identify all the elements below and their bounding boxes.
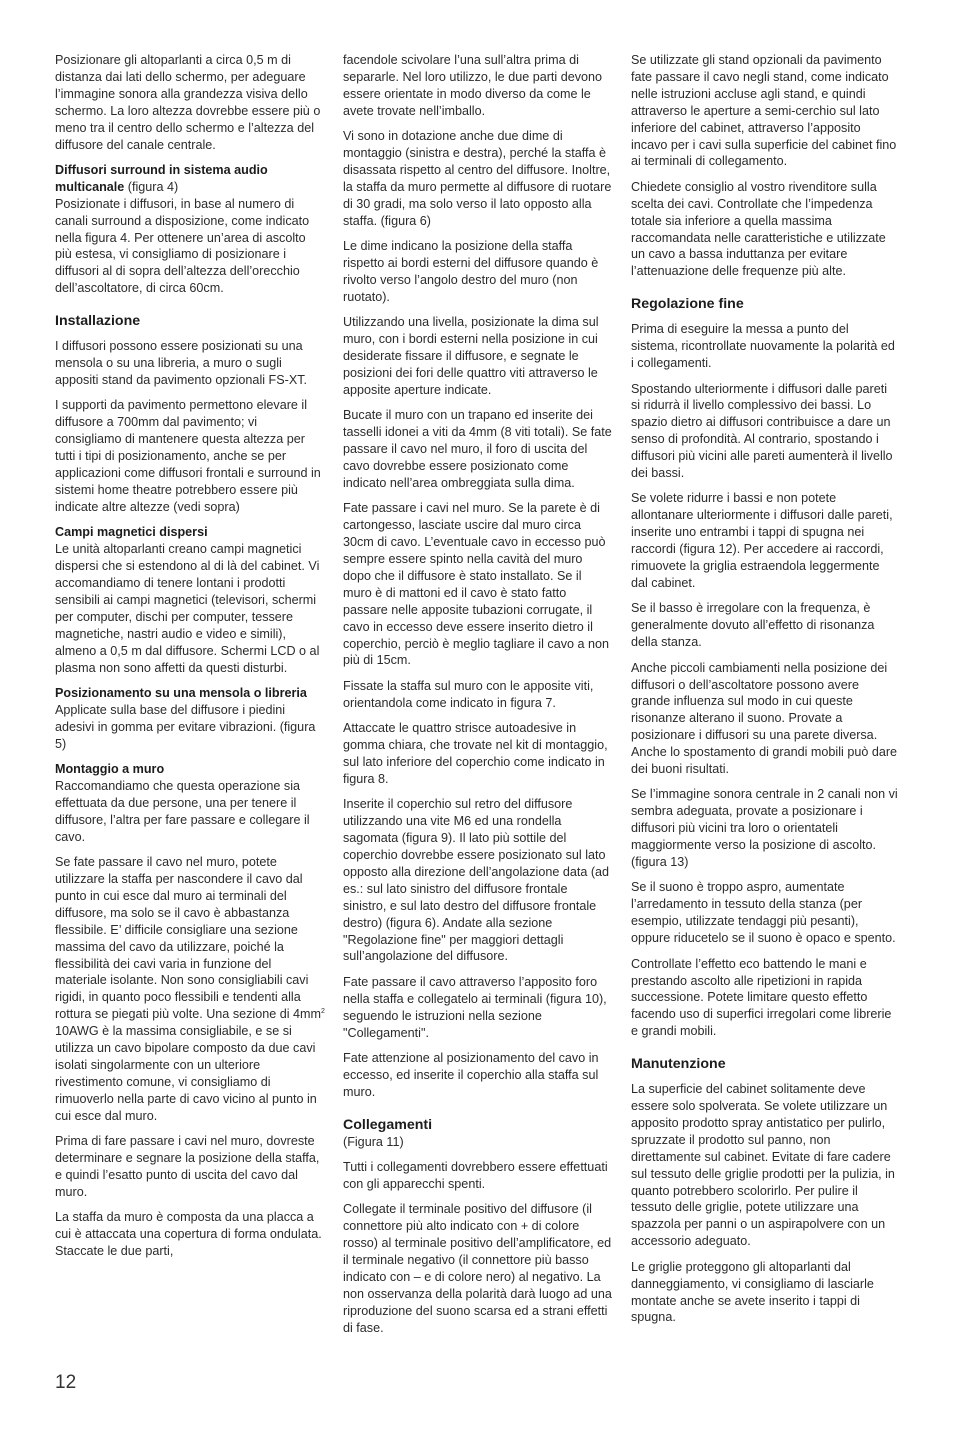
paragraph: Anche piccoli cambiamenti nella posizione dei diffusori o dell’ascoltatore possono avere grande influenza sul modo in cui queste risonanze alterano il suono. Provate a posizionare i diffusori su una parete diversa. Anche lo spostamento di grandi mobili può dare dei buoni risultati.: [631, 660, 898, 777]
paragraph: Se utilizzate gli stand opzionali da pavimento fate passare il cavo negli stand, come indicato nelle istruzioni accluse agli stand, e quindi attraverso le aperture a semi-cerchio sul lato inferiore del cabinet, attraverso l’apposito incavo per i cavi sulla superficie del cabinet fino ai terminali di collegamento.: [631, 53, 897, 169]
paragraph-cavo: [55, 854, 325, 1125]
paragraph: Controllate l’effetto eco battendo le mani e prestando ascolto alle ripetizioni in rapida successione. Potete limitare questo effetto facendo uso di superfici irregolari come librerie e grandi mobili.: [631, 956, 892, 1039]
column-3: [631, 52, 899, 1335]
paragraph: I supporti da pavimento permettono elevare il diffusore a 700mm dal pavimento; vi consigliamo di mantenere questa altezza per tutti i tipi di posizionamento, anche se per applicazioni come diffusori frontali e surround in sistemi home theatre potrebbero essere più indicate altre altezze (vedi sopra): [55, 398, 321, 514]
paragraph: Collegate il terminale positivo del diffusore (il connettore più alto indicato con + di colore rosso) al terminale positivo dell’amplificatore, ed il terminale negativo (il connettore più basso indicato con – e di colore nero) al negativo. La non osservanza della polarità darà luogo ad una riproduzione del suono scarsa ed a strani effetti di fase.: [343, 1202, 612, 1335]
subheading-muro: Montaggio a muro: [55, 762, 165, 777]
paragraph: Tutti i collegamenti dovrebbero essere effettuati con gli apparecchi spenti.: [343, 1160, 608, 1191]
superscript: 2: [321, 1008, 325, 1016]
paragraph: Fate passare il cavo attraverso l’apposito foro nella staffa e collegatelo ai terminali (figura 10), seguendo le istruzioni nella sezione "Collegamenti".: [343, 974, 607, 1040]
mensola-section: [55, 685, 325, 753]
surround-section: [55, 162, 325, 297]
paragraph: La superficie del cabinet solitamente deve essere solo spolverata. Se volete utilizzare un apposito prodotto spray antistatico per pulirlo, spruzzate il prodotto sul panno, non direttamente sul cabinet. Evitate di fare cadere sul tessuto delle griglie prodotti per la pulizia, in quanto potrebbero scolorirlo. Per pulire il tessuto delle griglie, potete utilizzare una spazzola per panni o un aspirapolvere con un accessorio adeguato.: [631, 1082, 895, 1249]
text-span: Se fate passare il cavo nel muro, potete utilizzare la staffa per nascondere il cavo dal punto in cui esce dal muro ai terminali del diffusore, ma solo se il cavo è abbastanza flessibile. E’ difficile consigliare una sezione massima del cavo da utilizzare, poiché la flessibilità dei cavi varia in funzione del materiale isolante. Non sono consigliabili cavi rigidi, in quanto poco flessibili e tendenti alla rottura se piegati più volte. Una sezione di 4mm: [55, 855, 322, 1022]
heading-manutenzione: Manutenzione: [631, 1056, 726, 1073]
paragraph: Bucate il muro con un trapano ed inserite dei tasselli idonei a viti da 4mm (8 viti totali). Se fate passare il cavo nel muro, il foro di uscita del cavo dovrebbe essere posizionato come indicato nell’area ombreggiata sulla dima.: [343, 408, 612, 490]
campi-section: [55, 524, 325, 676]
paragraph: Prima di fare passare i cavi nel muro, dovreste determinare e segnare la posizione della staffa, e quindi l’esatto punto di uscita del cavo dal muro.: [55, 1134, 320, 1199]
subheading-surround: Diffusori surround in sistema audio multicanale: [55, 162, 268, 194]
paragraph: Le griglie proteggono gli altoparlanti dal danneggiamento, vi consigliamo di lasciarle montate anche se avete inserito i tappi di spugna.: [631, 1259, 874, 1325]
paragraph: Fissate la staffa sul muro con le apposite viti, orientandola come indicato in figura 7.: [343, 678, 594, 710]
paragraph: facendole scivolare l’una sull’altra prima di separarle. Nel loro utilizzo, le due parti devono essere orientate in modo diverso da come le avete trovate nell’imballo.: [343, 53, 603, 118]
paragraph: Prima di eseguire la messa a punto del sistema, ricontrollate nuovamente la polarità ed i collegamenti.: [631, 322, 895, 371]
figure-ref: (figura 4): [124, 179, 179, 194]
column-1: [55, 52, 325, 1268]
heading-regolazione-fine: Regolazione fine: [631, 296, 744, 313]
heading-collegamenti: Collegamenti: [343, 1116, 433, 1133]
heading-installazione: Installazione: [55, 313, 141, 330]
paragraph: Le unità altoparlanti creano campi magnetici dispersi che si estendono al di là del cabinet. Vi accomandiamo di tenere lontani i prodotti sensibili ai campi magnetici (televisori, schermi per computer, dischi per computer, tessere magnetiche, nastri audio e video e simili), almeno a 0,5 m dal diffusore. Schermi LCD o al plasma non sono affetti da questi disturbi.: [55, 542, 320, 675]
paragraph: Fate attenzione al posizionamento del cavo in eccesso, ed inserite il coperchio alla staffa sul muro.: [343, 1050, 599, 1099]
text-span: 10AWG è la massima consigliabile, e se si utilizza un cavo bipolare composto da due cavi isolati singolarmente con un ulteriore rivestimento comune, vi consigliamo di rimuoverlo nella parte di cavo vicino al punto in cui esce dal muro.: [55, 1024, 317, 1123]
paragraph: Inserite il coperchio sul retro del diffusore utilizzando una vite M6 ed una rondella sagomata (figura 9). Il lato più sottile del coperchio dovrebbe essere posizionato sul lato opposto alla direzione dell’angolazione data (ad es.: sul lato sinistro del diffusore frontale sinistro, e sul lato destro del diffusore frontale destro) (figura 6). Andate alla sezione "Regolazione fine" per maggiori dettagli sull’angolazione del diffusore.: [343, 797, 610, 964]
paragraph: Spostando ulteriormente i diffusori dalle pareti si ridurrà il livello complessivo dei bassi. Lo spazio dietro ai diffusori contribuisce a dare un senso di profondità. Al contrario, spostando i diffusori più vicini alle pareti aumenterà il livello dei bassi.: [631, 381, 893, 481]
subheading-campi: Campi magnetici dispersi: [55, 525, 208, 540]
paragraph: I diffusori possono essere posizionati su una mensola o su una libreria, a muro o sugli appositi stand da pavimento opzionali FS-XT.: [55, 339, 308, 387]
paragraph: Se il basso è irregolare con la frequenza, è generalmente dovuto all’effetto di risonanza della stanza.: [631, 601, 875, 650]
paragraph: Applicate sulla base del diffusore i piedini adesivi in gomma per evitare vibrazioni. (figura 5): [55, 702, 316, 751]
paragraph: Se l’immagine sonora centrale in 2 canali non vi sembra adeguata, provate a posizionare i diffusori più vicini tra loro o orientateli maggiormente verso la posizione di ascolto. (figura 13): [631, 787, 898, 870]
paragraph: Attaccate le quattro strisce autoadesive in gomma chiara, che trovate nel kit di montaggio, sul lato inferiore del coperchio come indicato in figura 8.: [343, 721, 608, 786]
figure-ref: (Figura 11): [343, 1134, 404, 1149]
paragraph: Le dime indicano la posizione della staffa rispetto ai bordi esterni del diffusore quando è rivolto verso l’angolo destro del muro (non ruotato).: [343, 239, 599, 304]
paragraph: Utilizzando una livella, posizionate la dima sul muro, con i bordi esterni nella posizione in cui desiderate fissare il diffusore, e segnate le posizioni dei fori delle quattro viti attraverso le apposite aperture indicate.: [343, 315, 599, 397]
page-number: 12: [55, 1372, 77, 1393]
paragraph: Se il suono è troppo aspro, aumentate l’arredamento in tessuto della stanza (per esempio, utilizzate tendaggi più pesanti), oppure riducetelo se il suono è opaco e spento.: [631, 880, 896, 946]
paragraph: Posizionare gli altoparlanti a circa 0,5 m di distanza dai lati dello schermo, per adeguare l’immagine sonora alla grandezza visiva dello schermo. La loro altezza dovrebbe essere più o meno tra il centro dello schermo e l’altezza del diffusore del canale centrale.: [55, 53, 321, 152]
paragraph: Posizionate i diffusori, in base al numero di canali surround a disposizione, come indicato nella figura 4. Per ottenere un’area di ascolto più estesa, vi consigliamo di posizionare i diffusori al di sopra dell’altezza dell’orecchio dell’ascoltatore, di circa 60cm.: [55, 196, 310, 296]
subheading-mensola: Posizionamento su una mensola o libreria: [55, 685, 307, 700]
paragraph: La staffa da muro è composta da una placca a cui è attaccata una copertura di forma ondulata. Staccate le due parti,: [55, 1210, 322, 1258]
paragraph: Raccomandiamo che questa operazione sia effettuata da due persone, una per tenere il diffusore, l’altra per fare passare e collegare il cavo.: [55, 778, 310, 844]
muro-section: [55, 761, 325, 846]
paragraph: Vi sono in dotazione anche due dime di montaggio (sinistra e destra), perché la staffa è disassata rispetto al centro del diffusore. Inoltre, la staffa da muro permette al diffusore di ruotare di 30 gradi, ma solo verso il lato opposto alla staffa. (figura 6): [343, 129, 612, 228]
column-2: [343, 52, 613, 1345]
paragraph: Se volete ridurre i bassi e non potete allontanare ulteriormente i diffusori dalle pareti, inserite uno entrambi i tappi di spugna nei raccordi (figura 12). Per accedere ai raccordi, rimuovete la griglia estraendola leggermente dal cabinet.: [631, 491, 893, 590]
paragraph: Fate passare i cavi nel muro. Se la parete è di cartongesso, lasciate uscire dal muro circa 30cm di cavo. L’eventuale cavo in eccesso può sempre essere spinto nella cavità del muro dopo che il diffusore è stato installato. Se il muro è di mattoni ed il cavo è stato fatto passare nelle apposite tubazioni corrugate, il cavo in eccesso deve essere inserito dietro il coperchio, perciò è meglio tagliare il cavo a non più di 15cm.: [343, 501, 610, 668]
paragraph: Chiedete consiglio al vostro rivenditore sulla scelta dei cavi. Controllate che l’impedenza totale sia inferiore a quella massima raccomandata nelle caratteristiche e utilizzate un cavo a bassa induttanza per evitare l’attenuazione delle frequenze più alte.: [631, 179, 886, 279]
